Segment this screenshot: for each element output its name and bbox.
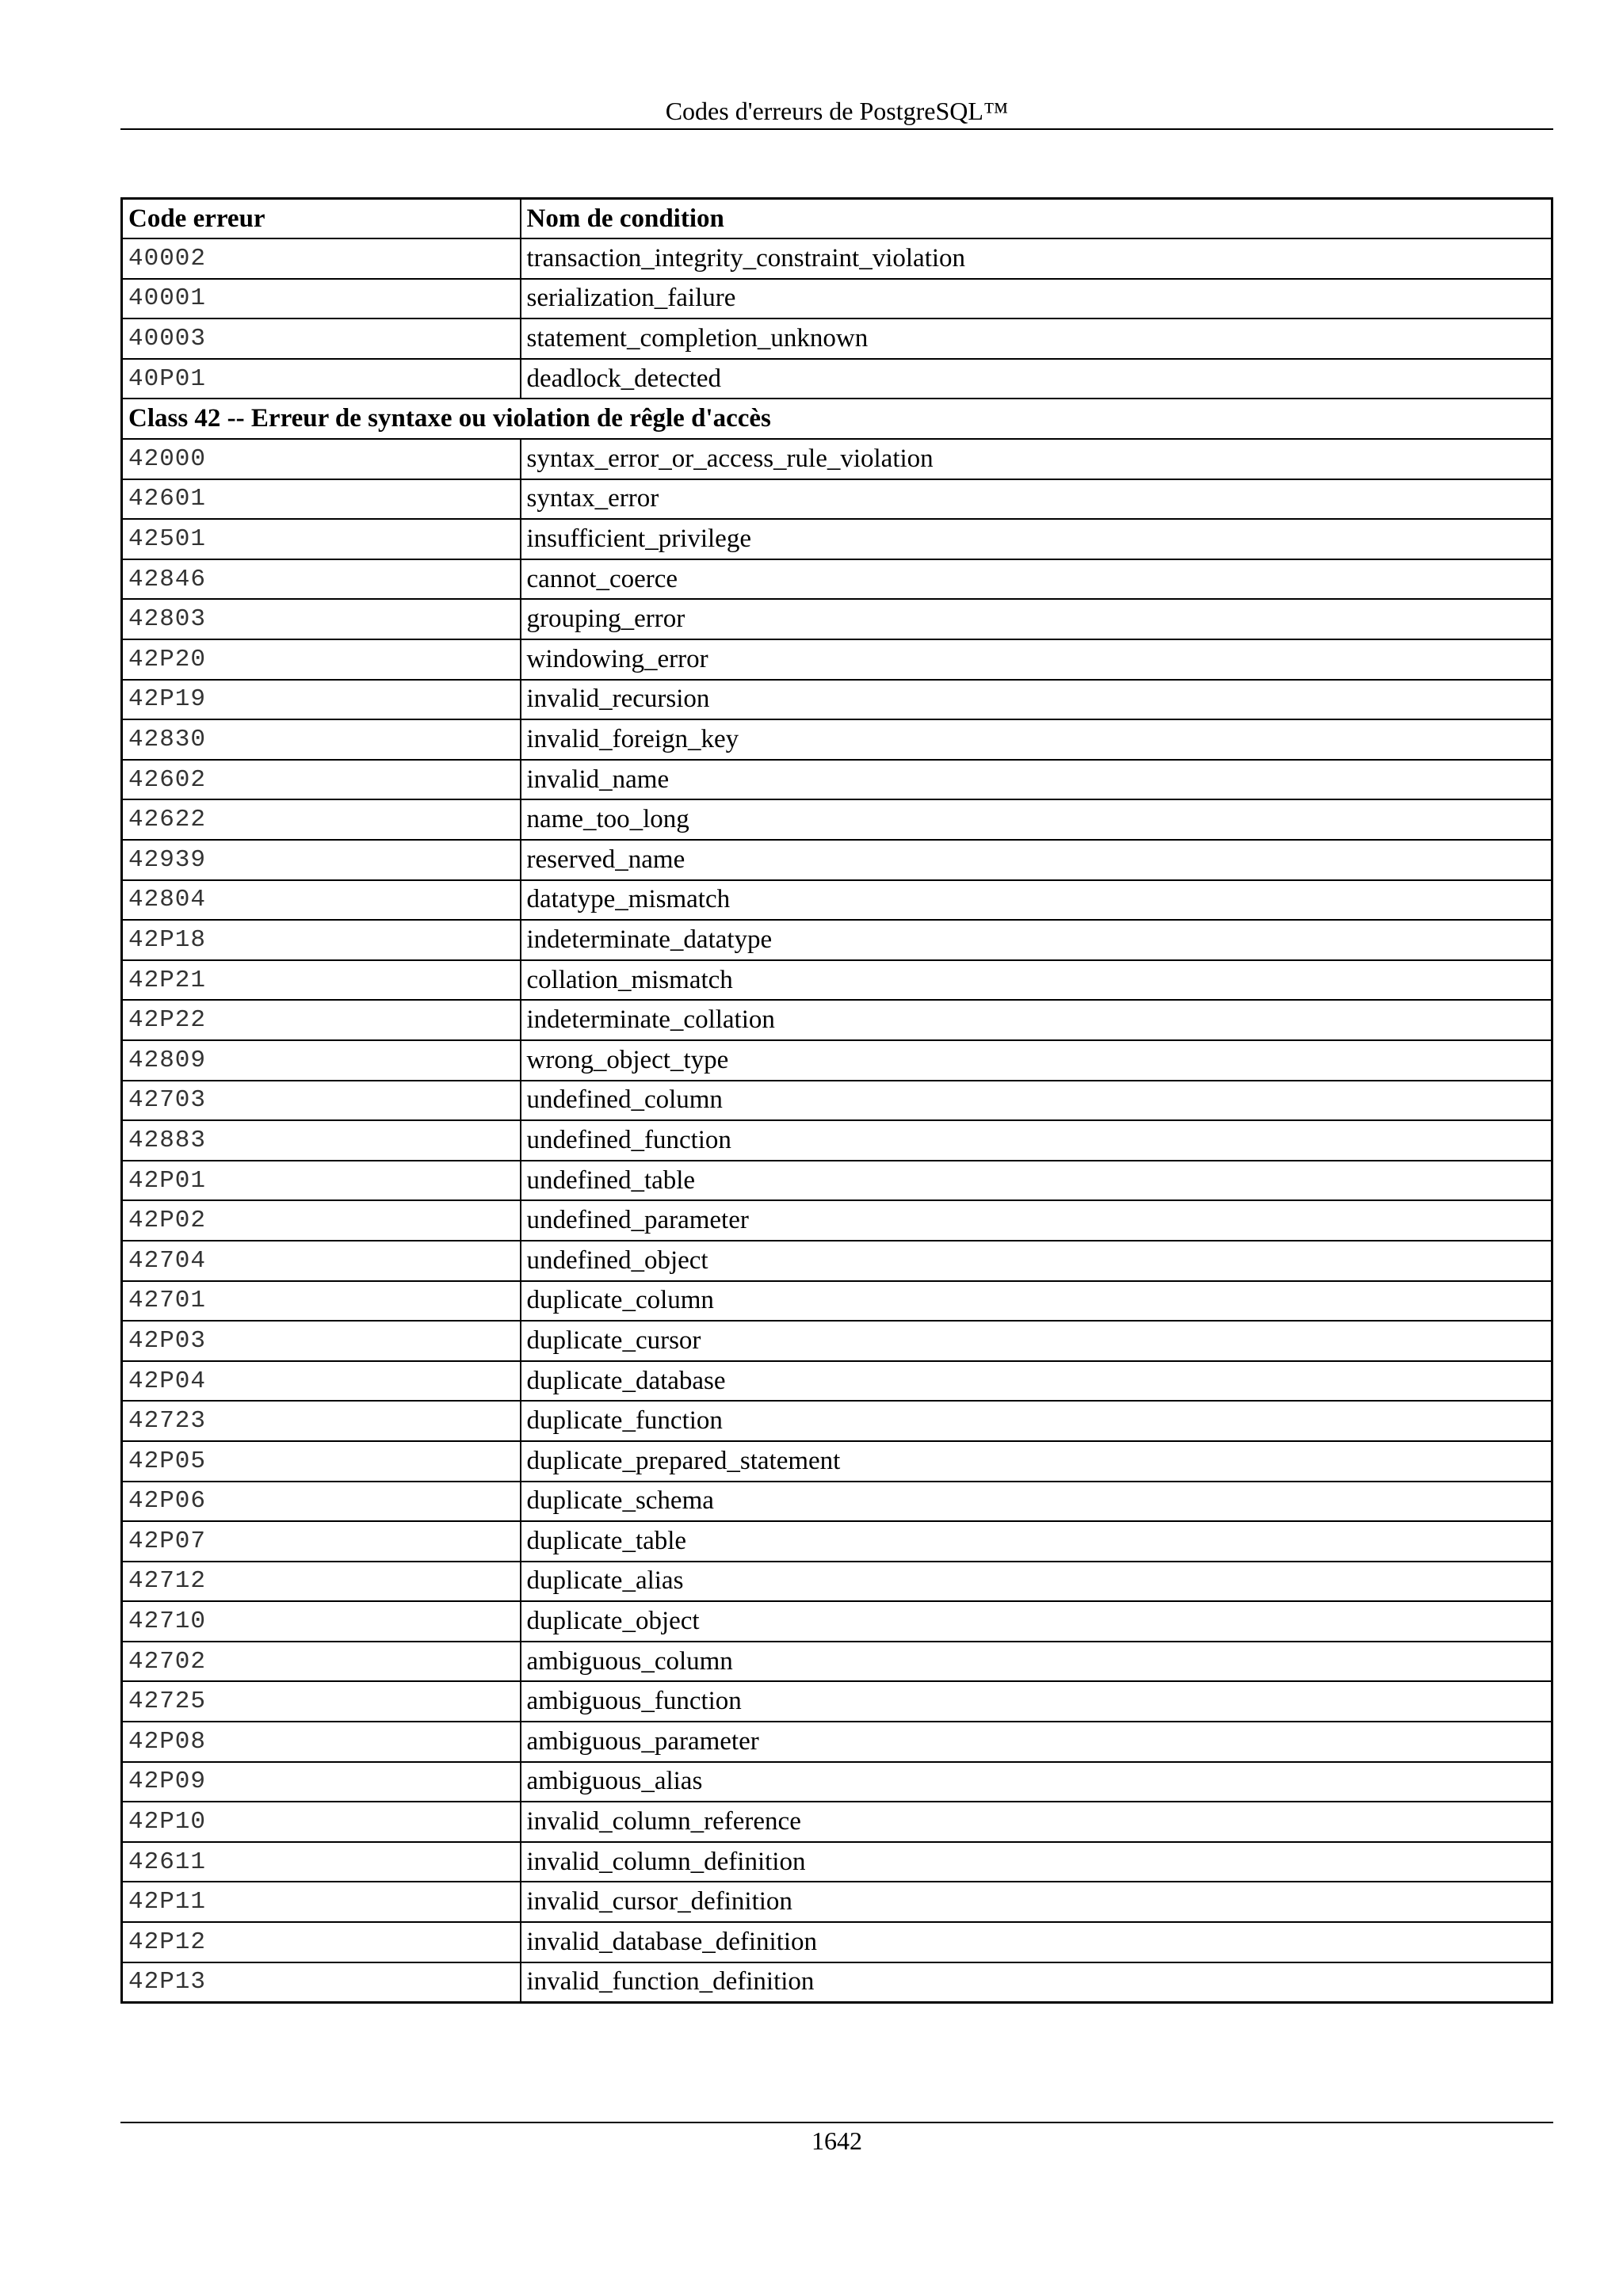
table-row (122, 519, 1552, 559)
condition-name-cell: wrong_object_type (521, 1040, 1552, 1081)
error-code-cell: 42701 (122, 1281, 521, 1322)
table-row (122, 279, 1552, 319)
error-code-cell: 40002 (122, 238, 521, 279)
condition-name-cell: grouping_error (521, 599, 1552, 639)
condition-name-cell: indeterminate_datatype (521, 920, 1552, 960)
error-code-cell: 42846 (122, 559, 521, 600)
condition-name-cell: duplicate_database (521, 1361, 1552, 1402)
error-code-cell: 42611 (122, 1842, 521, 1882)
error-code-cell: 42P02 (122, 1200, 521, 1241)
condition-name-cell: insufficient_privilege (521, 519, 1552, 559)
table-row (122, 799, 1552, 840)
condition-name-cell: undefined_function (521, 1120, 1552, 1161)
error-code-cell: 42601 (122, 479, 521, 520)
error-code-cell: 42P22 (122, 1000, 521, 1040)
table-row (122, 1441, 1552, 1482)
error-code-cell: 42P19 (122, 680, 521, 720)
error-code-cell: 42000 (122, 439, 521, 479)
error-code-cell: 42712 (122, 1562, 521, 1602)
condition-name-cell: duplicate_alias (521, 1562, 1552, 1602)
page-footer (120, 2122, 1553, 2158)
table-row (122, 318, 1552, 359)
error-code-cell: 42P09 (122, 1762, 521, 1802)
error-code-cell: 42702 (122, 1642, 521, 1682)
error-code-cell: 40001 (122, 279, 521, 319)
condition-name-cell: ambiguous_column (521, 1642, 1552, 1682)
table-row (122, 840, 1552, 880)
condition-name-cell: invalid_column_definition (521, 1842, 1552, 1882)
condition-name-cell: duplicate_cursor (521, 1321, 1552, 1361)
table-row (122, 1401, 1552, 1441)
table-row (122, 1962, 1552, 2003)
condition-name-cell: invalid_database_definition (521, 1922, 1552, 1962)
table-row (122, 920, 1552, 960)
error-code-cell: 42P06 (122, 1482, 521, 1522)
error-code-cell: 42939 (122, 840, 521, 880)
table-row (122, 1361, 1552, 1402)
error-code-cell: 42704 (122, 1241, 521, 1281)
condition-name-cell: reserved_name (521, 840, 1552, 880)
table-row (122, 760, 1552, 800)
condition-name-cell: ambiguous_function (521, 1681, 1552, 1722)
error-code-cell: 42602 (122, 760, 521, 800)
table-row (122, 680, 1552, 720)
column-header-code: Code erreur (122, 199, 521, 239)
table-class-row (122, 399, 1552, 439)
table-row (122, 1200, 1552, 1241)
condition-name-cell: duplicate_column (521, 1281, 1552, 1322)
table-row (122, 1722, 1552, 1762)
table-row (122, 1321, 1552, 1361)
error-code-cell: 42830 (122, 719, 521, 760)
table-header-row (122, 199, 1552, 239)
condition-name-cell: name_too_long (521, 799, 1552, 840)
table-body (122, 238, 1552, 2002)
error-code-cell: 42P21 (122, 960, 521, 1001)
table-row (122, 1281, 1552, 1322)
condition-name-cell: invalid_cursor_definition (521, 1882, 1552, 1922)
table-row (122, 1601, 1552, 1642)
page-header (120, 89, 1553, 130)
condition-name-cell: ambiguous_alias (521, 1762, 1552, 1802)
condition-name-cell: transaction_integrity_constraint_violation (521, 238, 1552, 279)
error-codes-table (120, 197, 1553, 2004)
condition-name-cell: duplicate_function (521, 1401, 1552, 1441)
page-number: 1642 (812, 2126, 862, 2155)
error-code-cell: 42P10 (122, 1802, 521, 1842)
error-code-cell: 42803 (122, 599, 521, 639)
error-code-cell: 42883 (122, 1120, 521, 1161)
table-row (122, 1562, 1552, 1602)
table-row (122, 1762, 1552, 1802)
class-heading: Class 42 -- Erreur de syntaxe ou violation de rêgle d'accès (122, 399, 1552, 439)
condition-name-cell: invalid_recursion (521, 680, 1552, 720)
table-row (122, 359, 1552, 399)
error-code-cell: 42804 (122, 880, 521, 921)
condition-name-cell: syntax_error_or_access_rule_violation (521, 439, 1552, 479)
error-code-cell: 42P05 (122, 1441, 521, 1482)
error-code-cell: 40003 (122, 318, 521, 359)
condition-name-cell: duplicate_table (521, 1521, 1552, 1562)
table-row (122, 960, 1552, 1001)
condition-name-cell: cannot_coerce (521, 559, 1552, 600)
table-row (122, 1482, 1552, 1522)
table-row (122, 1882, 1552, 1922)
table-row (122, 719, 1552, 760)
column-header-name: Nom de condition (521, 199, 1552, 239)
table-row (122, 1681, 1552, 1722)
condition-name-cell: statement_completion_unknown (521, 318, 1552, 359)
condition-name-cell: duplicate_schema (521, 1482, 1552, 1522)
condition-name-cell: windowing_error (521, 639, 1552, 680)
table-row (122, 1161, 1552, 1201)
condition-name-cell: invalid_function_definition (521, 1962, 1552, 2003)
condition-name-cell: duplicate_object (521, 1601, 1552, 1642)
condition-name-cell: deadlock_detected (521, 359, 1552, 399)
page-header-title: Codes d'erreurs de PostgreSQL™ (665, 97, 1009, 125)
condition-name-cell: undefined_parameter (521, 1200, 1552, 1241)
condition-name-cell: datatype_mismatch (521, 880, 1552, 921)
condition-name-cell: invalid_foreign_key (521, 719, 1552, 760)
condition-name-cell: indeterminate_collation (521, 1000, 1552, 1040)
error-code-cell: 42723 (122, 1401, 521, 1441)
table-row (122, 1521, 1552, 1562)
error-code-cell: 40P01 (122, 359, 521, 399)
table-row (122, 1642, 1552, 1682)
table-row (122, 1922, 1552, 1962)
condition-name-cell: collation_mismatch (521, 960, 1552, 1001)
condition-name-cell: duplicate_prepared_statement (521, 1441, 1552, 1482)
error-code-cell: 42809 (122, 1040, 521, 1081)
condition-name-cell: syntax_error (521, 479, 1552, 520)
table-row (122, 238, 1552, 279)
error-code-cell: 42P03 (122, 1321, 521, 1361)
table-row (122, 1241, 1552, 1281)
error-code-cell: 42703 (122, 1081, 521, 1121)
error-code-cell: 42710 (122, 1601, 521, 1642)
condition-name-cell: undefined_column (521, 1081, 1552, 1121)
error-code-cell: 42725 (122, 1681, 521, 1722)
table-row (122, 1081, 1552, 1121)
error-code-cell: 42P12 (122, 1922, 521, 1962)
error-code-cell: 42P04 (122, 1361, 521, 1402)
condition-name-cell: undefined_table (521, 1161, 1552, 1201)
table-row (122, 559, 1552, 600)
error-code-cell: 42622 (122, 799, 521, 840)
table-row (122, 1120, 1552, 1161)
table-row (122, 439, 1552, 479)
error-code-cell: 42501 (122, 519, 521, 559)
error-code-cell: 42P01 (122, 1161, 521, 1201)
error-code-cell: 42P08 (122, 1722, 521, 1762)
table-row (122, 1000, 1552, 1040)
error-code-cell: 42P07 (122, 1521, 521, 1562)
condition-name-cell: undefined_object (521, 1241, 1552, 1281)
error-code-cell: 42P20 (122, 639, 521, 680)
table-row (122, 880, 1552, 921)
table-row (122, 1802, 1552, 1842)
table-row (122, 479, 1552, 520)
error-code-cell: 42P18 (122, 920, 521, 960)
table-row (122, 1842, 1552, 1882)
table-row (122, 639, 1552, 680)
table-row (122, 1040, 1552, 1081)
condition-name-cell: serialization_failure (521, 279, 1552, 319)
condition-name-cell: invalid_name (521, 760, 1552, 800)
table-row (122, 599, 1552, 639)
condition-name-cell: ambiguous_parameter (521, 1722, 1552, 1762)
error-code-cell: 42P11 (122, 1882, 521, 1922)
error-code-cell: 42P13 (122, 1962, 521, 2003)
condition-name-cell: invalid_column_reference (521, 1802, 1552, 1842)
